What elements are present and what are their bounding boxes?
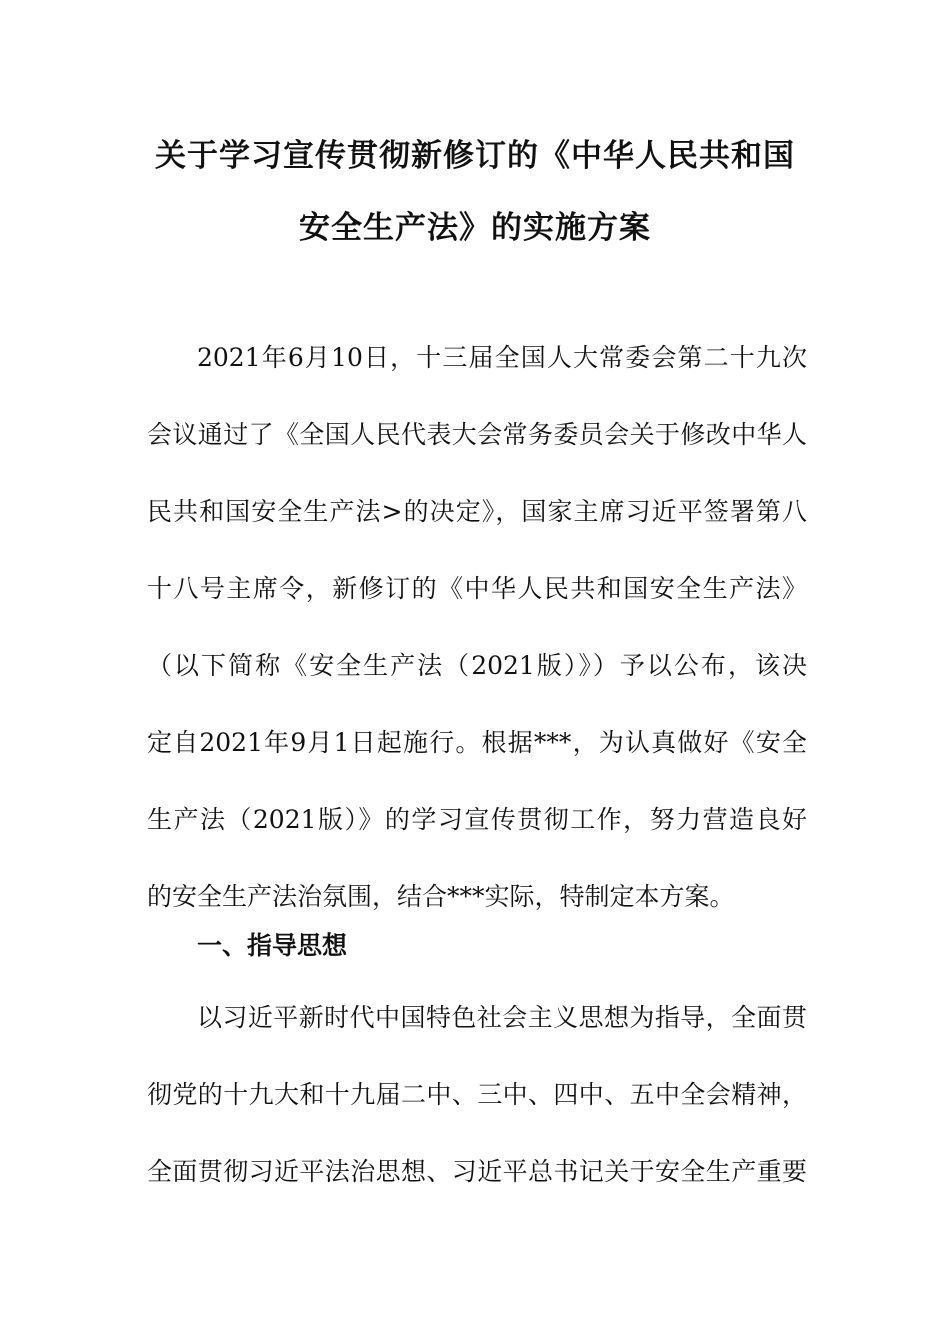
paragraph-1-line-2: 会议通过了《全国人民代表大会常务委员会关于修改中华人 bbox=[147, 420, 807, 449]
paragraph-2-line-3: 全面贯彻习近平法治思想、习近平总书记关于安全生产重要 bbox=[147, 1157, 807, 1186]
paragraph-1-line-3: 民共和国安全生产法>的决定》，国家主席习近平签署第八 bbox=[147, 497, 807, 526]
paragraph-1-line-7: 生产法（2021版）》的学习宣传贯彻工作，努力营造良好 bbox=[147, 805, 807, 834]
paragraph-1-line-6: 定自2021年9月1日起施行。根据***，为认真做好《安全 bbox=[147, 728, 807, 757]
paragraph-1-line-4: 十八号主席令，新修订的《中华人民共和国安全生产法》 bbox=[147, 574, 807, 603]
paragraph-1-line-1: 2021年6月10日，十三届全国人大常委会第二十九次 bbox=[197, 343, 807, 372]
paragraph-1-line-5: （以下简称《安全生产法（2021版）》）予以公布，该决 bbox=[147, 651, 807, 680]
paragraph-1-line-8: 的安全生产法治氛围，结合***实际，特制定本方案。 bbox=[147, 882, 735, 911]
section-1-heading: 一、指导思想 bbox=[197, 931, 348, 960]
document-title-line-1: 关于学习宣传贯彻新修订的《中华人民共和国 bbox=[155, 138, 795, 174]
document-title-line-2: 安全生产法》的实施方案 bbox=[299, 210, 651, 246]
paragraph-2-line-2: 彻党的十九大和十九届二中、三中、四中、五中全会精神， bbox=[147, 1080, 807, 1109]
paragraph-2-line-1: 以习近平新时代中国特色社会主义思想为指导，全面贯 bbox=[197, 1003, 807, 1032]
